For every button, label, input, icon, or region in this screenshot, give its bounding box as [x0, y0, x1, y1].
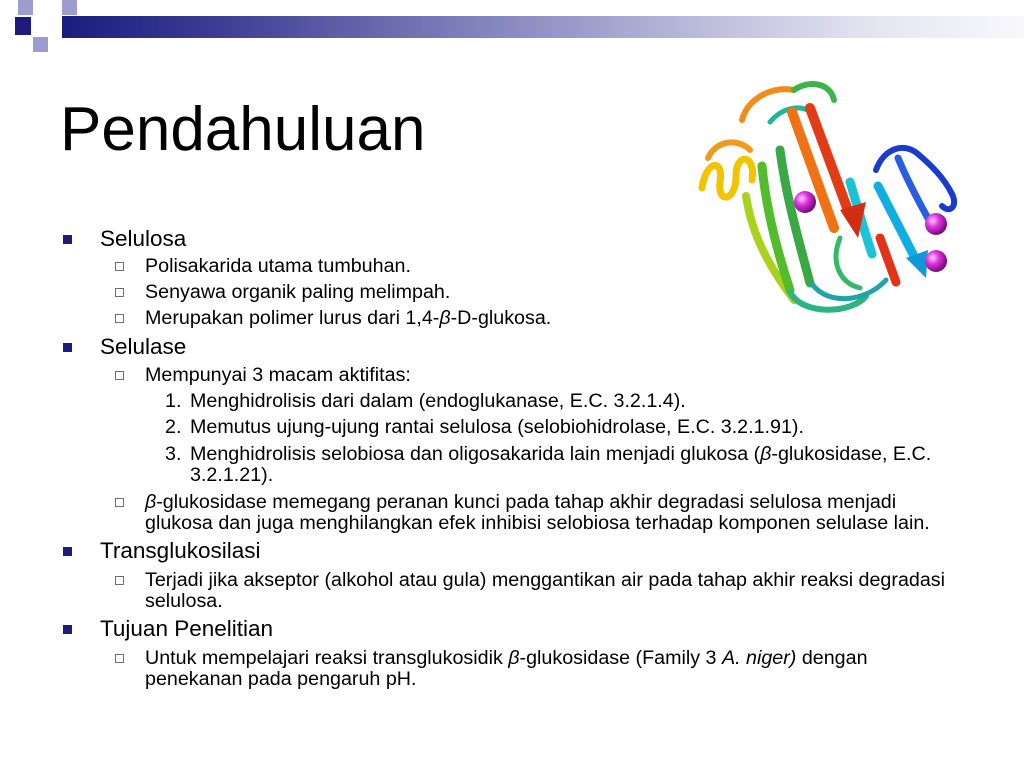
- italic-text: A. niger): [721, 647, 797, 669]
- header-decoration-square: [62, 0, 77, 15]
- subbullet-item: [145, 308, 958, 329]
- bullet-text: Selulase: [100, 334, 187, 359]
- bullet-text: Transglukosilasi: [100, 538, 261, 563]
- subbullet-text: -glukosidase memegang peranan kunci pada tahap akhir degradasi selulosa menjadi glukosa dan juga menghilangkan efek inhibisi selobiosa terhadap komponen selulase lain.: [145, 491, 930, 534]
- numbered-text: Menghidrolisis selobiosa dan oligosakarida lain menjadi glukosa (: [190, 443, 761, 465]
- step-number: 1.: [165, 390, 182, 412]
- italic-text: β: [508, 647, 520, 669]
- italic-text: β: [145, 491, 157, 513]
- ribbon-strand: [810, 108, 850, 216]
- bullet-tujuan-penelitian: [100, 616, 273, 642]
- sphere: [925, 213, 947, 235]
- italic-text: β: [439, 307, 451, 329]
- filled-square-bullet-icon: [63, 343, 72, 352]
- hollow-square-bullet-icon: [115, 498, 124, 507]
- numbered-text: -glukosidase, E.C. 3.2.1.21).: [190, 443, 932, 486]
- hollow-square-bullet-icon: [115, 314, 124, 323]
- subbullet-item: [145, 570, 958, 612]
- italic-text: β: [760, 443, 772, 465]
- subbullet-item: [145, 256, 958, 277]
- ribbon-helix: [702, 159, 753, 197]
- ribbon-strand: [794, 84, 834, 100]
- filled-square-bullet-icon: [63, 235, 72, 244]
- numbered-item: [165, 416, 958, 438]
- subbullet-text: Polisakarida utama tumbuhan.: [145, 255, 411, 277]
- filled-square-bullet-icon: [63, 625, 72, 634]
- hollow-square-bullet-icon: [115, 371, 124, 380]
- subbullet-text: Senyawa organik paling melimpah.: [145, 281, 451, 303]
- subbullet-text: Mempunyai 3 macam aktifitas:: [145, 364, 411, 386]
- ribbon-strand: [898, 158, 930, 222]
- subbullet-text: -glukosidase (Family 3: [519, 647, 722, 669]
- hollow-square-bullet-icon: [115, 288, 124, 297]
- header-gradient-bar: [62, 16, 1024, 38]
- sphere: [794, 191, 816, 213]
- bullet-transglukosilasi: [100, 538, 260, 564]
- header-decoration-square: [33, 37, 48, 52]
- numbered-item: [165, 443, 958, 486]
- numbered-text: Memutus ujung-ujung rantai selulosa (selobiohidrolase, E.C. 3.2.1.91).: [190, 416, 804, 438]
- step-number: 3.: [165, 443, 182, 465]
- ribbon-strand: [742, 89, 794, 120]
- filled-square-bullet-icon: [63, 547, 72, 556]
- header-decoration-square: [18, 0, 33, 15]
- subbullet-text: Untuk mempelajari reaksi transglukosidik: [145, 647, 509, 669]
- subbullet-text: -D-glukosa.: [450, 307, 552, 329]
- subbullet-text: Merupakan polimer lurus dari 1,4-: [145, 307, 440, 329]
- hollow-square-bullet-icon: [115, 262, 124, 271]
- hollow-square-bullet-icon: [115, 576, 124, 585]
- subbullet-item: [145, 282, 958, 303]
- subbullet-item: [145, 365, 958, 386]
- subbullet-text: dengan penekanan pada pengaruh pH.: [145, 647, 868, 690]
- subbullet-item: [145, 492, 958, 534]
- bullet-text: Selulosa: [100, 226, 187, 251]
- step-number: 2.: [165, 416, 182, 438]
- ribbon-strand: [708, 142, 750, 158]
- subbullet-item: [145, 648, 958, 690]
- bullet-text: Tujuan Penelitian: [100, 616, 274, 641]
- bullet-selulase: [100, 334, 186, 360]
- hollow-square-bullet-icon: [115, 654, 124, 663]
- bullet-selulosa: [100, 226, 186, 252]
- numbered-text: Menghidrolisis dari dalam (endoglukanase, E.C. 3.2.1.4).: [190, 390, 686, 412]
- header-decoration-square: [15, 17, 31, 35]
- numbered-item: [165, 390, 958, 412]
- subbullet-text: Terjadi jika akseptor (alkohol atau gula) menggantikan air pada tahap akhir reaksi degradasi selulosa.: [145, 569, 946, 612]
- slide-title: Pendahuluan: [60, 95, 426, 164]
